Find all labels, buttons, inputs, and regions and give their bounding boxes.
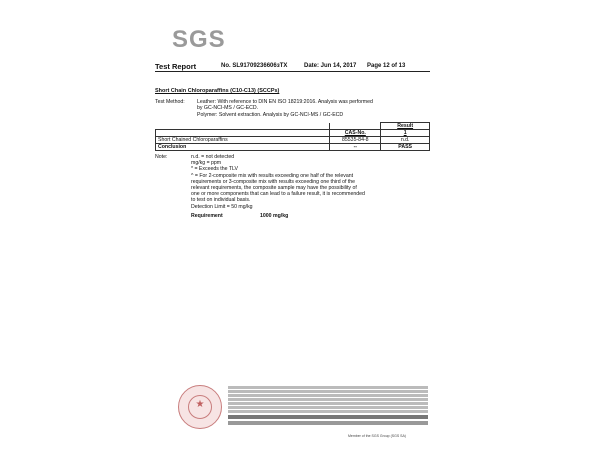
page-number: Page 12 of 13 [367, 63, 406, 69]
section-title: Short Chain Chloroparaffins (C10-C13) (SCCPs) [155, 88, 280, 94]
test-method-label: Test Method: [155, 99, 185, 105]
note-line: Detection Limit = 50 mg/kg [191, 203, 253, 210]
note-label: Note: [155, 154, 168, 160]
table-row [156, 130, 430, 137]
result-header: Result [381, 123, 430, 130]
requirement-label: Requirement [191, 213, 223, 219]
report-date: Date: Jun 14, 2017 [304, 63, 357, 69]
row-label: Short Chained Chloroparaffins [156, 137, 330, 144]
note-line: n.d. = not detected [191, 154, 235, 160]
note-line: to test on individual basis. [191, 197, 251, 204]
table-cell [156, 123, 330, 130]
address-bar [228, 421, 428, 425]
note-line: * = Exceeds the TLV [191, 166, 238, 173]
report-title: Test Report [155, 62, 197, 71]
table-cell [330, 123, 381, 130]
report-number: No. SL91709236606ɜTX [221, 63, 288, 69]
note-line: ^ = For 2-composite mix with results exceeding one half of the relevant [191, 172, 354, 179]
sgs-logo: SGS [172, 26, 226, 53]
sample-number: 1 [381, 130, 430, 137]
method-line: Polymer: Solvent extraction. Analysis by GC-NCI-MS / GC-ECD [197, 111, 344, 118]
table-row [156, 137, 430, 144]
note-line: one or more components that can lead to a failure result, it is recommended [191, 191, 365, 198]
table-row [156, 123, 430, 130]
requirement-value: 1000 mg/kg [260, 213, 289, 219]
note-line: mg/kg = ppm [191, 160, 222, 167]
results-table [155, 122, 430, 151]
company-seal [178, 385, 222, 429]
table-cell [156, 130, 330, 137]
conclusion-result: PASS [381, 144, 430, 151]
row-result: n.d. [381, 137, 430, 144]
method-line: by GC-NCI-MS / GC-ECD. [197, 105, 259, 112]
legal-fine-print [228, 386, 428, 425]
note-line: requirements or 3-composite mix with results exceeding one third of the [191, 178, 356, 185]
test-method-text [197, 99, 407, 118]
conclusion-label: Conclusion [156, 144, 330, 151]
note-lines [191, 154, 391, 210]
row-cas: 85535-84-8 [330, 137, 381, 144]
table-row [156, 144, 430, 151]
requirement [191, 213, 289, 219]
conclusion-cas: -- [330, 144, 381, 151]
header-divider [155, 71, 430, 72]
note-line: relevant requirements, the composite sample may have the possibility of [191, 185, 357, 192]
seal-star-icon: ★ [195, 399, 205, 410]
address-bar [228, 415, 428, 419]
member-text: Member of the SGS Group (SGS SA) [348, 434, 406, 438]
cas-header: CAS-No. [330, 130, 381, 137]
method-line: Leather: With reference to DIN EN ISO 18219:2016. Analysis was performed [197, 99, 373, 105]
